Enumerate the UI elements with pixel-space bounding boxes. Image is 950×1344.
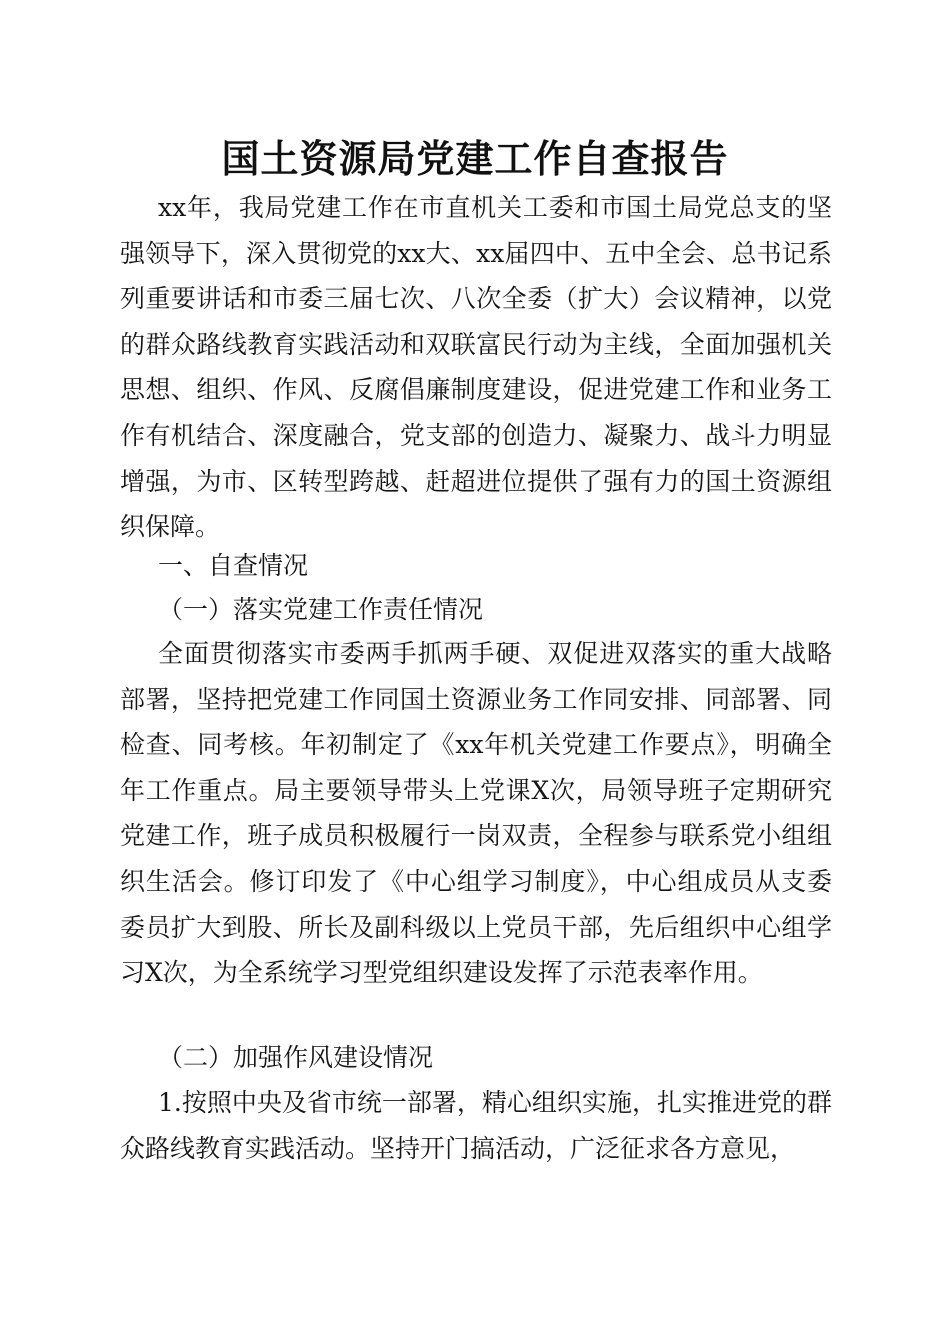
responsibility-paragraph: 全面贯彻落实市委两手抓两手硬、双促进双落实的重大战略部署，坚持把党建工作同国土资源业务工作同安排、同部署、同检查、同考核。年初制定了《xx年机关党建工作要点》，明确全年工作重点。局主要领导带头上党课X次，局领导班子定期研究党建工作，班子成员积极履行一岗双责，全程参与联系党小组组织生活会。修订印发了《中心组学习制度》，中心组成员从支委委员扩大到股、所长及副科级以上党员干部，先后组织中心组学习X次，为全系统学习型党组织建设发挥了示范表率作用。 (120, 639, 832, 988)
intro-paragraph: xx年，我局党建工作在市直机关工委和市国土局党总支的坚强领导下，深入贯彻党的xx大、xx届四中、五中全会、总书记系列重要讲话和市委三届七次、八次全委（扩大）会议精神，以党的群众路线教育实践活动和双联富民行动为主线，全面加强机关思想、组织、作风、反腐倡廉制度建设，促进党建工作和业务工作有机结合、深度融合，党支部的创造力、凝聚力、战斗力明显增强，为市、区转型跨越、赶超进位提供了强有力的国土资源组织保障。 (120, 193, 832, 542)
subsection-heading-work-style: （二）加强作风建设情况 (158, 1043, 434, 1072)
work-style-item-1: 1.按照中央及省市统一部署，精心组织实施，扎实推进党的群众路线教育实践活动。坚持开门搞活动，广泛征求各方意见， (120, 1088, 832, 1163)
subsection-heading-responsibility: （一）落实党建工作责任情况 (158, 595, 484, 624)
section-heading-self-inspection: 一、自查情况 (158, 551, 309, 580)
document-title: 国土资源局党建工作自查报告 (221, 136, 729, 181)
